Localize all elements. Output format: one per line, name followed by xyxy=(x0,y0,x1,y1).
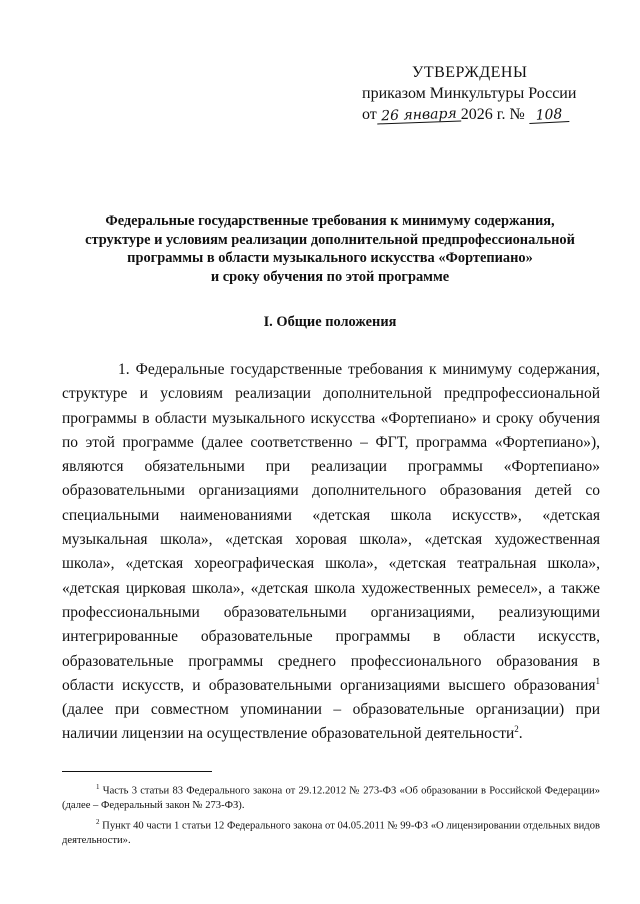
paragraph-1 xyxy=(62,358,600,747)
footnote-text: Часть 3 статьи 83 Федерального закона от 29.12.2012 № 273-ФЗ «Об образовании в Российской Федерации» (далее – Федеральный закон № 273-ФЗ). xyxy=(62,785,600,811)
footnote-ref-1: 1 xyxy=(595,675,600,686)
footnote-divider xyxy=(62,771,212,772)
document-title-line: программы в области музыкального искусства «Фортепиано» xyxy=(127,250,533,266)
handwritten-date: 26 января xyxy=(377,107,461,125)
document-title-line: Федеральные государственные требования к минимуму содержания, xyxy=(105,213,555,229)
paragraph-1-end: . xyxy=(518,725,523,743)
handwritten-order-number: 108 xyxy=(528,107,569,124)
footnote-2 xyxy=(62,815,600,848)
approval-date-line xyxy=(362,104,602,125)
footnotes xyxy=(62,780,600,851)
document-title xyxy=(80,212,580,286)
footnote-text: Пункт 40 части 1 статьи 12 Федерального закона от 04.05.2011 № 99-ФЗ «О лицензировании отдельных видов деятельности». xyxy=(62,820,600,847)
paragraph-1-text: 1. Федеральные государственные требования к минимуму содержания, структуре и условиям реализации дополнительной предпрофессиональной программы в области музыкального искусства «Фортепиано» и сроку обучения по этой программе (далее соответственно – ФГТ, программа «Фортепиано»), являются обязательными при реализации программы «Фортепиано» образовательными организациями дополнительного образования детей со специальными наименованиями «детская школа искусств», «детская музыкальная школа», «детская хоровая школа», «детская художественная школа», «детская хореографическая школа», «детская театральная школа», «детская цирковая школа», «детская школа художественных ремесел», а также профессиональными образовательными организациями, реализующими интегрированные образовательные программы в области искусств, образовательные программы среднего профессионального образования в области искусств, и образовательными организациями высшего образования xyxy=(62,361,600,694)
approval-order-line: приказом Минкультуры России xyxy=(362,85,577,102)
paragraph-1-continuation: (далее при совместном упоминании – образовательные организации) при наличии лицензии на осуществление образовательной деятельности xyxy=(62,701,600,743)
document-title-line: и сроку обучения по этой программе xyxy=(210,268,450,285)
approval-title: УТВЕРЖДЕНЫ xyxy=(412,64,528,81)
footnote-1 xyxy=(62,780,600,813)
document-title-line: структуре и условиям реализации дополнительной предпрофессиональной xyxy=(85,231,575,248)
approval-date-prefix: от xyxy=(362,106,377,123)
footnote-mark: 1 xyxy=(96,783,100,791)
footnote-ref-2: 2 xyxy=(514,724,519,735)
approval-year-text: 2026 г. № xyxy=(460,106,525,123)
section-heading: I. Общие положения xyxy=(263,314,397,330)
footnote-mark: 2 xyxy=(96,818,100,827)
approval-stamp xyxy=(362,62,602,125)
